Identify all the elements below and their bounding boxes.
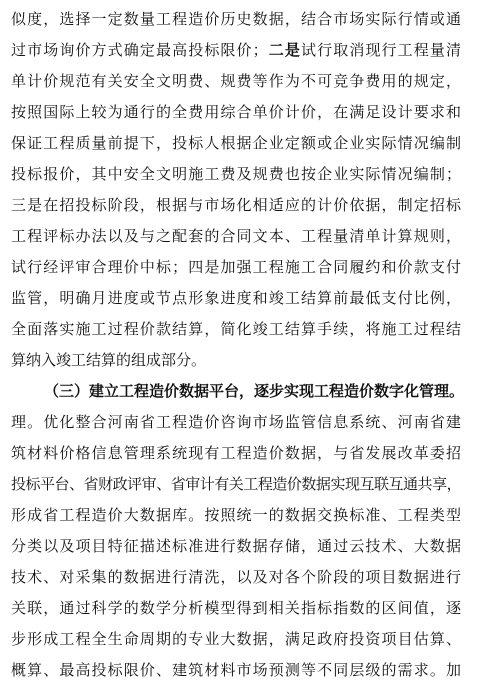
paragraph1-line-5: 保证工程质量前提下，投标人根据企业定额或企业实际情况编制 xyxy=(11,134,461,152)
paragraph1-line-10: 监管，明确月进度或节点形象进度和竣工结算前最低支付比例， xyxy=(11,289,461,307)
paragraph1-line-2-start: 过市场询价方式确定最高投标限价； xyxy=(11,41,268,59)
paragraph2-line-7: 关联，通过科学的数学分析模型得到相关指标指数的区间值，逐 xyxy=(11,599,461,617)
paragraph1-line-2 xyxy=(11,39,461,63)
paragraph1-line-9: 试行经评审合理价中标；四是加强工程施工合同履约和价款支付 xyxy=(11,258,461,276)
paragraph1-line-8: 工程评标办法以及与之配套的合同文本、工程量清单计算规则， xyxy=(11,227,461,245)
paragraph1-line-1: 似度，选择一定数量工程造价历史数据，结合市场实际行情或通 xyxy=(11,10,461,28)
paragraph2-line-5: 分类以及项目特征描述标准进行数据存储，通过云技术、大数据 xyxy=(11,537,461,555)
paragraph2-line-2: 筑材料价格信息管理系统现有工程造价数据，与省发展改革委招 xyxy=(11,444,461,462)
paragraph1-line-2-end: 试行取消现行工程量清 xyxy=(301,41,461,59)
paragraph1-line-7: 三是在招投标阶段，根据与市场化相适应的计价依据，制定招标 xyxy=(11,196,461,214)
paragraph1-line-11: 全面落实施工过程价款结算，简化竣工结算手续，将施工过程结 xyxy=(11,320,461,338)
section-heading: （三）建立工程造价数据平台，逐步实现工程造价数字化管理。 xyxy=(44,382,465,400)
paragraph2-line-8: 步形成工程全生命周期的专业大数据，满足政府投资项目估算、 xyxy=(11,630,461,648)
paragraph2-line-3: 投标平台、省财政评审、省审计有关工程造价数据实现互联互通共享， xyxy=(11,475,461,493)
paragraph2-line-1: 理。优化整合河南省工程造价咨询市场监管信息系统、河南省建 xyxy=(11,413,461,431)
paragraph2-line-9: 概算、最高投标限价、建筑材料市场预测等不同层级的需求。加 xyxy=(11,661,461,679)
point-two-label: 二是 xyxy=(267,41,301,59)
paragraph1-line-3: 单计价规范有关安全文明费、规费等作为不可竞争费用的规定， xyxy=(11,72,461,90)
paragraph1-line-4: 按照国际上较为通行的全费用综合单价计价，在满足设计要求和 xyxy=(11,103,461,121)
paragraph1-line-6: 投标报价，其中安全文明施工费及规费也按企业实际情况编制； xyxy=(11,165,461,183)
paragraph2-line-6: 技术、对采集的数据进行清洗，以及对各个阶段的项目数据进行 xyxy=(11,568,461,586)
paragraph1-line-12: 算纳入竣工结算的组成部分。 xyxy=(11,351,207,369)
paragraph2-line-4: 形成省工程造价大数据库。按照统一的数据交换标准、工程类型 xyxy=(11,506,461,524)
